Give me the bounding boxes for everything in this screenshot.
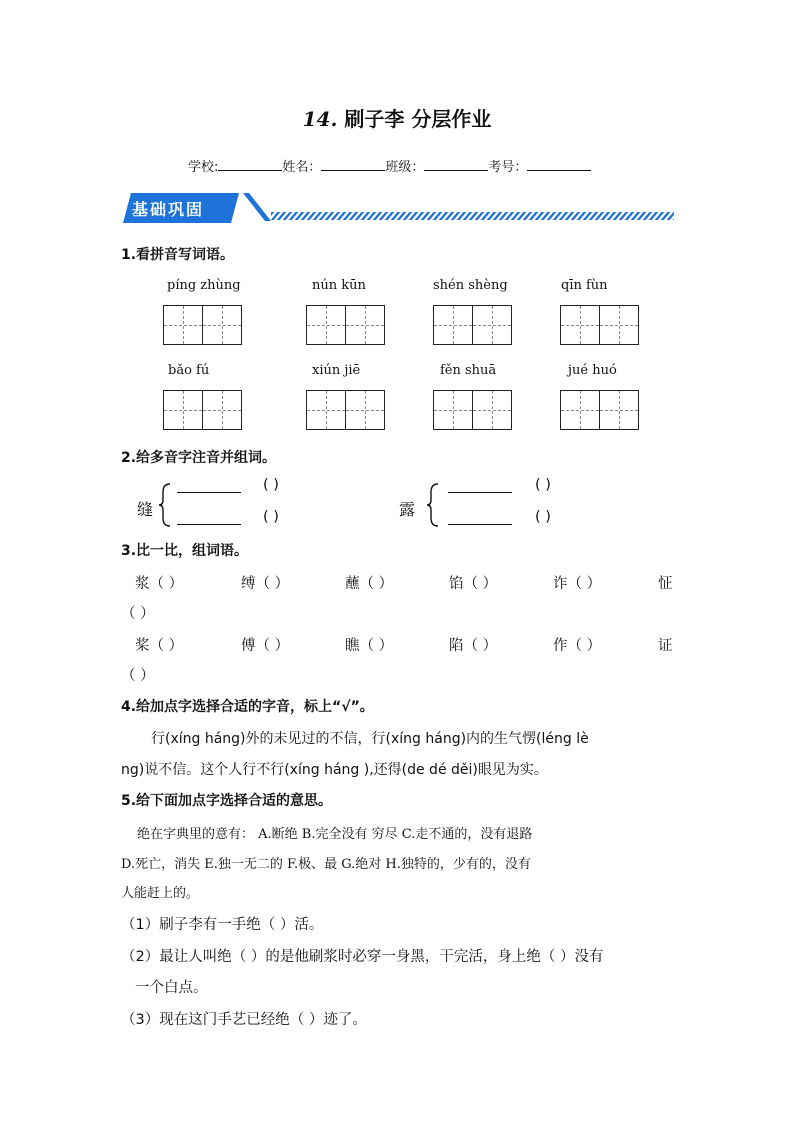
q2-heading: 2.给多音字注音并组词。: [121, 450, 277, 466]
q5-definitions-2: D.死亡，消失 E.独一无二的 F.极、最 G.绝对 H.独特的，少有的，没有: [121, 857, 531, 872]
pinyin-1: píng zhùng: [167, 278, 241, 293]
blank-1b[interactable]: [177, 524, 241, 525]
compare-item: 作（ ）: [553, 638, 602, 654]
pinyin-8: jué huó: [568, 363, 617, 378]
student-info-line: 学校: 姓名： 班级： 考号：: [188, 156, 591, 175]
tian-grid-1[interactable]: [163, 305, 242, 345]
polyphone-char-2: 露: [399, 500, 416, 519]
paren-1a[interactable]: ( ): [263, 477, 279, 493]
pinyin-4: qīn fùn: [561, 278, 608, 293]
pinyin-5: bǎo fú: [168, 363, 210, 378]
q5-definitions-3: 人能赶上的。: [121, 886, 200, 901]
compare-item-tail: （ ）: [121, 606, 155, 622]
compare-item: 怔: [658, 576, 673, 592]
tian-grid-8[interactable]: [560, 390, 639, 430]
q5-definitions-1: 绝在字典里的意有： A.断绝 B.完全没有 穷尽 C.走不通的，没有退路: [137, 827, 533, 842]
blank-2b[interactable]: [448, 524, 512, 525]
q5-heading: 5.给下面加点字选择合适的意思。: [121, 793, 333, 809]
blank-1a[interactable]: [177, 492, 241, 493]
paren-2a[interactable]: ( ): [535, 477, 551, 493]
q5-sentence-2: （2）最让人叫绝（ ）的是他刷浆时必穿一身黑，干完活，身上绝（ ）没有: [121, 949, 604, 965]
q5-sentence-3: （3）现在这门手艺已经绝（ ）迹了。: [121, 1012, 367, 1028]
name-blank[interactable]: [321, 158, 385, 171]
tian-grid-3[interactable]: [433, 305, 512, 345]
compare-item: 陷（ ）: [449, 638, 498, 654]
brace-1: [158, 482, 172, 528]
compare-item: 缚（ ）: [241, 576, 290, 592]
class-blank[interactable]: [424, 158, 488, 171]
q4-heading: 4.给加点字选择合适的字音，标上“√”。: [121, 699, 374, 715]
q5-sentence-1: （1）刷子李有一手绝（ ）活。: [121, 917, 324, 933]
tian-grid-2[interactable]: [306, 305, 385, 345]
exam-no-blank[interactable]: [527, 158, 591, 171]
q3-heading: 3.比一比，组词语。: [121, 543, 249, 559]
q5-sentence-2-cont: 一个白点。: [135, 980, 208, 996]
page-title: 14. 刷子李 分层作业: [302, 107, 492, 131]
compare-item: 浆（ ）: [135, 576, 184, 592]
compare-item: 证: [658, 638, 673, 654]
tian-grid-5[interactable]: [163, 390, 242, 430]
pinyin-2: nún kūn: [312, 278, 366, 293]
compare-item: 诈（ ）: [553, 576, 602, 592]
section-banner: [121, 191, 676, 225]
tian-grid-6[interactable]: [306, 390, 385, 430]
tian-grid-7[interactable]: [433, 390, 512, 430]
polyphone-char-1: 缝: [137, 500, 154, 519]
brace-2: [426, 482, 440, 528]
pinyin-3: shén shèng: [433, 278, 508, 293]
compare-item: 馅（ ）: [449, 576, 498, 592]
compare-item: 瞧（ ）: [345, 638, 394, 654]
pinyin-7: fěn shuā: [440, 363, 497, 378]
section-banner-label: 基础巩固: [132, 200, 205, 219]
school-blank[interactable]: [218, 158, 282, 171]
q4-line-1: 行(xíng háng)外的未见过的不信，行(xíng háng)内的生气愣(léng lè: [151, 731, 589, 747]
blank-2a[interactable]: [448, 492, 512, 493]
paren-2b[interactable]: ( ): [535, 509, 551, 525]
q1-heading: 1.看拼音写词语。: [121, 247, 235, 263]
compare-item: 傅（ ）: [241, 638, 290, 654]
compare-item: 蘸（ ）: [345, 576, 394, 592]
compare-item-tail: （ ）: [121, 668, 155, 684]
pinyin-6: xiún jiē: [312, 363, 361, 378]
q4-line-2: ng)说不信。这个人行不行(xíng háng ),还得(de dé děi)眼见为实。: [121, 762, 548, 778]
paren-1b[interactable]: ( ): [263, 509, 279, 525]
tian-grid-4[interactable]: [560, 305, 639, 345]
compare-item: 桨（ ）: [135, 638, 184, 654]
